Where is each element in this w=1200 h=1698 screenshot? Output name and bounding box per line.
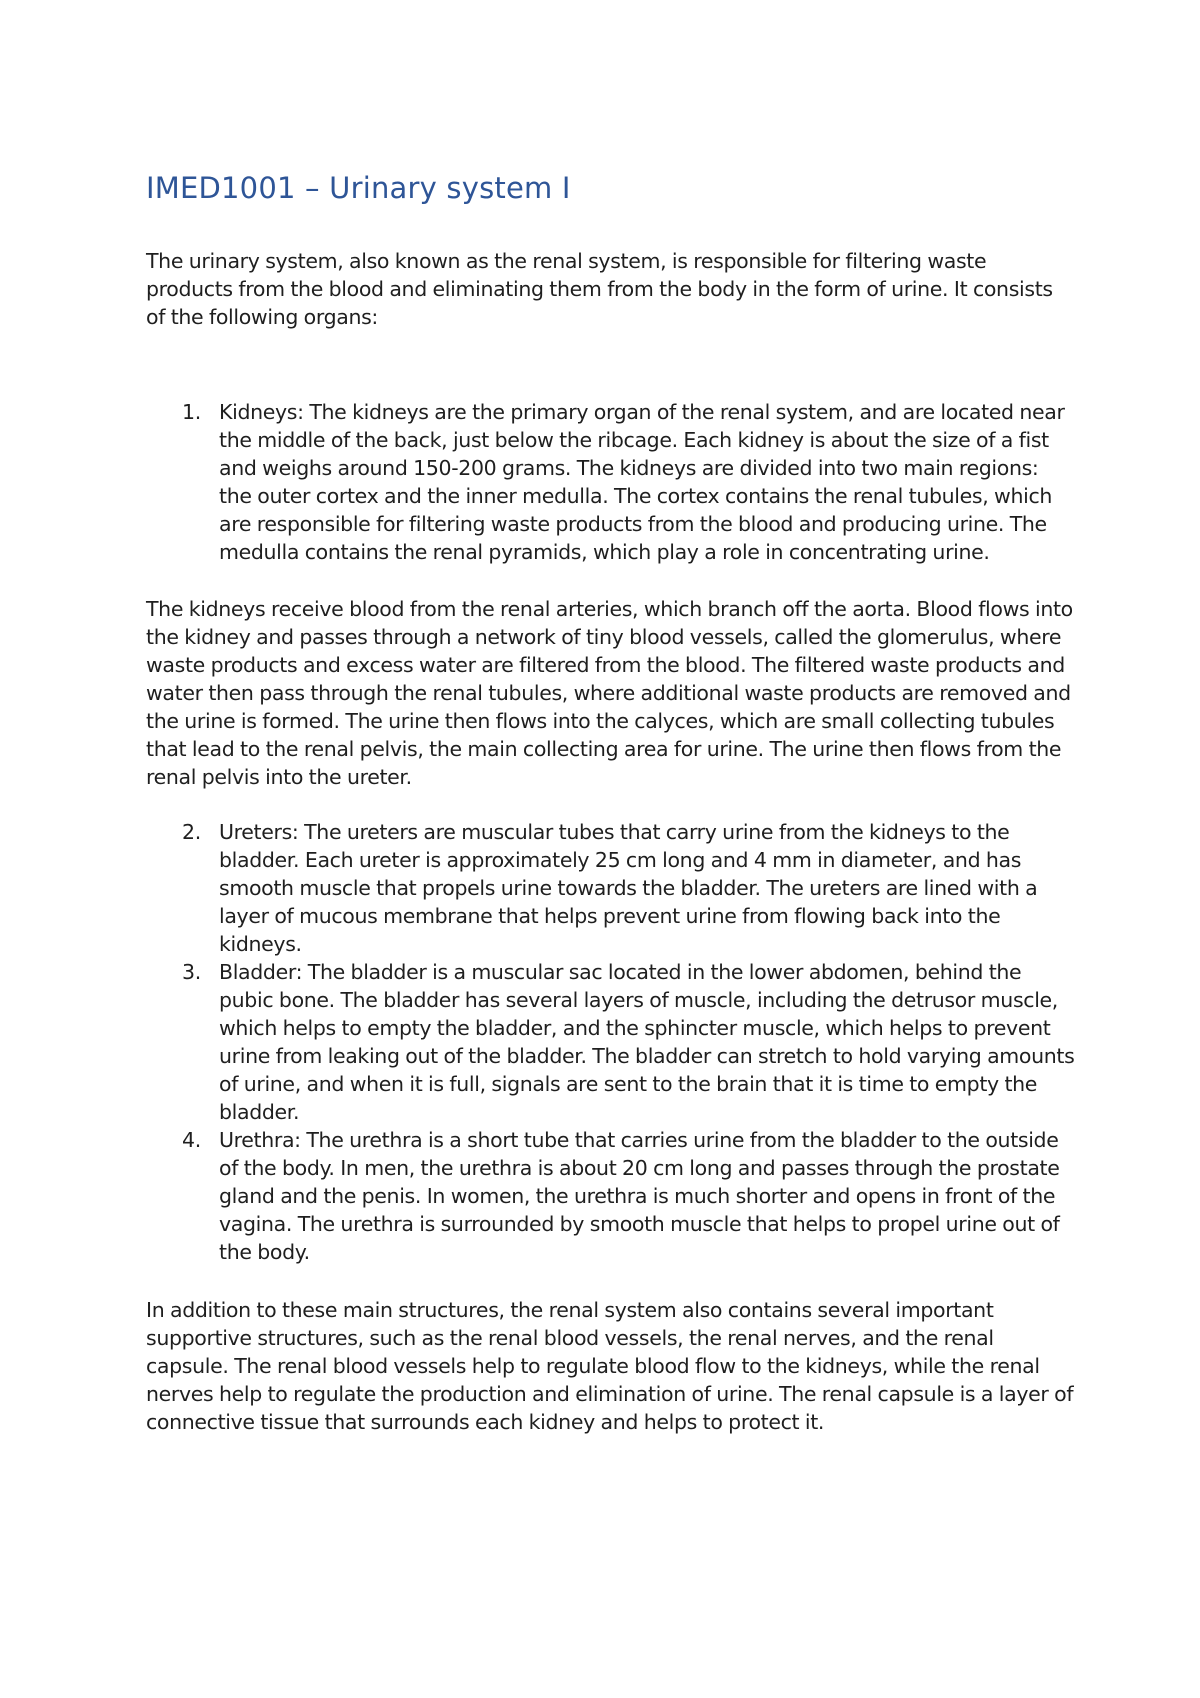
list-item-bladder (146, 958, 1076, 1126)
list-number: 2. (182, 820, 201, 844)
list-number: 3. (182, 960, 201, 984)
list-item-text: Kidneys: The kidneys are the primary organ of the renal system, and are located near the middle of the back, just below the ribcage. Each kidney is about the size of a fist and weighs around 150-200 grams. The kidneys are divided into two main regions: the outer cortex and the inner medulla. The cortex contains the renal tubules, which are responsible for filtering waste products from the blood and producing urine. The medulla contains the renal pyramids, which play a role in concentrating urine. (219, 400, 1065, 564)
list-item-kidneys (146, 398, 1076, 566)
kidney-blood-flow-paragraph: The kidneys receive blood from the renal arteries, which branch off the aorta. Blood flows into the kidney and passes through a network of tiny blood vessels, called the glomerulus, where waste products and excess water are filtered from the blood. The filtered waste products and water then pass through the renal tubules, where additional waste products are removed and the urine is formed. The urine then flows into the calyces, which are small collecting tubules that lead to the renal pelvis, the main collecting area for urine. The urine then flows from the renal pelvis into the ureter. (146, 597, 1073, 789)
list-item-urethra (146, 1126, 1076, 1266)
organ-list-part-1 (146, 398, 1076, 566)
list-number: 1. (182, 400, 201, 424)
list-item-text: Urethra: The urethra is a short tube that carries urine from the bladder to the outside of the body. In men, the urethra is about 20 cm long and passes through the prostate gland and the penis. In women, the urethra is much shorter and opens in front of the vagina. The urethra is surrounded by smooth muscle that helps to propel urine out of the body. (219, 1128, 1060, 1264)
document-title: IMED1001 – Urinary system I (146, 171, 571, 205)
intro-paragraph: The urinary system, also known as the renal system, is responsible for filtering waste products from the blood and eliminating them from the body in the form of urine. It consists of the following organs: (146, 249, 1053, 329)
list-item-text: Bladder: The bladder is a muscular sac located in the lower abdomen, behind the pubic bone. The bladder has several layers of muscle, including the detrusor muscle, which helps to empty the bladder, and the sphincter muscle, which helps to prevent urine from leaking out of the bladder. The bladder can stretch to hold varying amounts of urine, and when it is full, signals are sent to the brain that it is time to empty the bladder. (219, 960, 1075, 1124)
list-number: 4. (182, 1128, 201, 1152)
list-item-ureters (146, 818, 1076, 958)
supportive-structures-paragraph: In addition to these main structures, the renal system also contains several important supportive structures, such as the renal blood vessels, the renal nerves, and the renal capsule. The renal blood vessels help to regulate blood flow to the kidneys, while the renal nerves help to regulate the production and elimination of urine. The renal capsule is a layer of connective tissue that surrounds each kidney and helps to protect it. (146, 1298, 1074, 1434)
organ-list-part-2 (146, 818, 1076, 1266)
list-item-text: Ureters: The ureters are muscular tubes that carry urine from the kidneys to the bladder. Each ureter is approximately 25 cm long and 4 mm in diameter, and has smooth muscle that propels urine towards the bladder. The ureters are lined with a layer of mucous membrane that helps prevent urine from flowing back into the kidneys. (219, 820, 1038, 956)
document-body (146, 168, 1076, 1436)
